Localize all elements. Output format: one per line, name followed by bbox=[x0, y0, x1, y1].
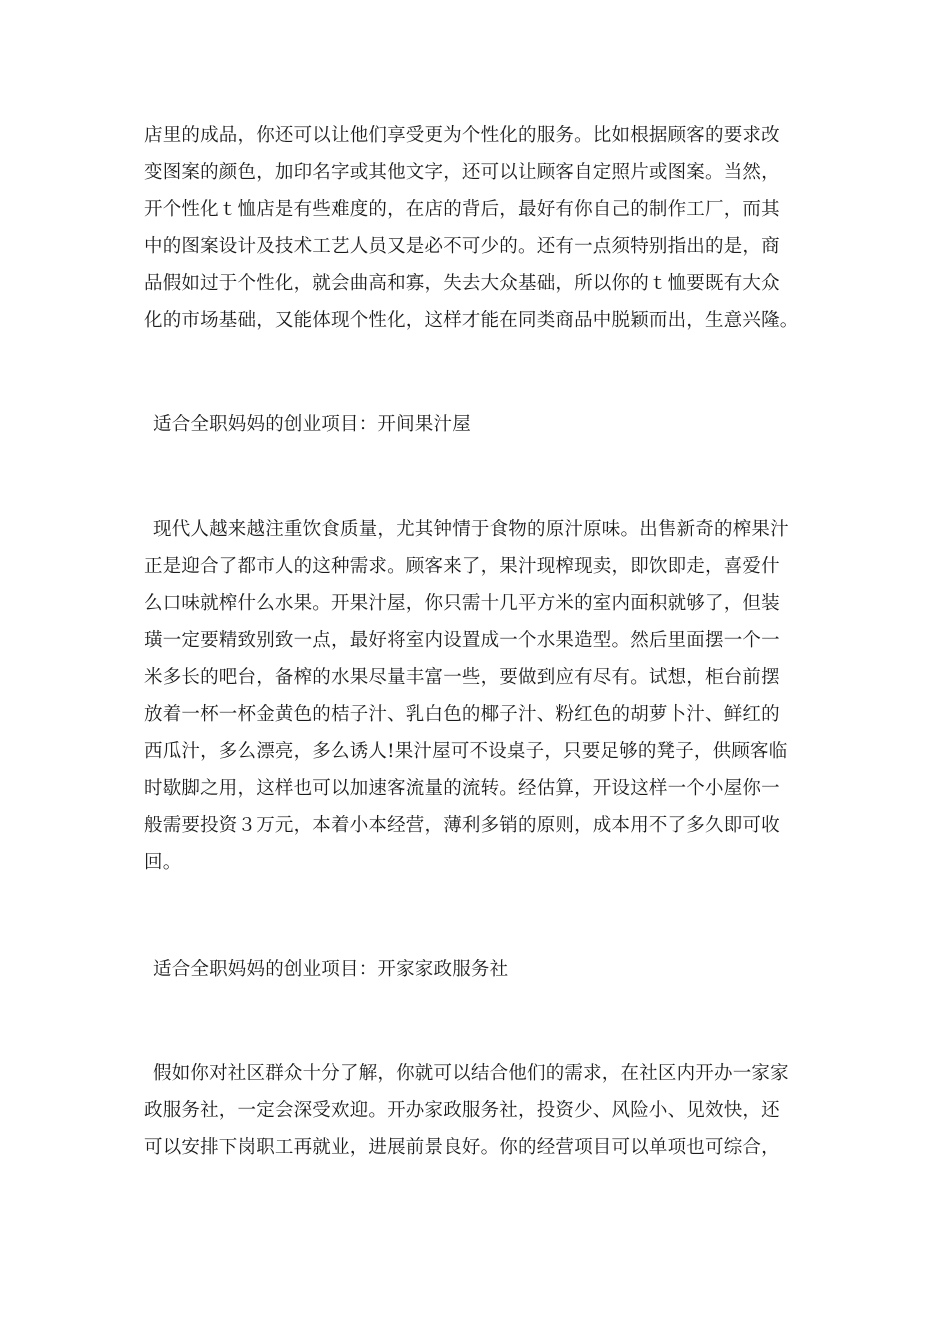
paragraph-line: 假如你对社区群众十分了解，你就可以结合他们的需求，在社区内开办一家家 bbox=[153, 1063, 789, 1084]
paragraph-line: 现代人越来越注重饮食质量，尤其钟情于食物的原汁原味。出售新奇的榨果汁 bbox=[153, 519, 789, 540]
paragraph-line: 时歇脚之用，这样也可以加速客流量的流转。经估算，开设这样一个小屋你一 bbox=[144, 778, 780, 799]
paragraph-line: 璜一定要精致别致一点，最好将室内设置成一个水果造型。然后里面摆一个一 bbox=[144, 630, 780, 651]
paragraph-line: 店里的成品，你还可以让他们享受更为个性化的服务。比如根据顾客的要求改 bbox=[144, 125, 780, 146]
paragraph-line: 放着一杯一杯金黄色的桔子汁、乳白色的椰子汁、粉红色的胡萝卜汁、鲜红的 bbox=[144, 704, 780, 725]
paragraph-line: 品假如过于个性化，就会曲高和寡，失去大众基础，所以你的ｔ恤要既有大众 bbox=[144, 273, 780, 294]
paragraph-line: 变图案的颜色，加印名字或其他文字，还可以让顾客自定照片或图案。当然， bbox=[144, 162, 780, 183]
paragraph-line: 西瓜汁，多么漂亮，多么诱人!果汁屋可不设桌子，只要足够的凳子，供顾客临 bbox=[144, 741, 788, 762]
paragraph-line: 政服务社，一定会深受欢迎。开办家政服务社，投资少、风险小、见效快，还 bbox=[144, 1100, 780, 1121]
paragraph-line: 米多长的吧台，备榨的水果尽量丰富一些，要做到应有尽有。试想，柜台前摆 bbox=[144, 667, 780, 688]
section-heading: 适合全职妈妈的创业项目：开家家政服务社 bbox=[153, 959, 509, 980]
paragraph-line: 正是迎合了都市人的这种需求。顾客来了，果汁现榨现卖，即饮即走，喜爱什 bbox=[144, 556, 780, 577]
paragraph-line: 开个性化ｔ恤店是有些难度的，在店的背后，最好有你自己的制作工厂，而其 bbox=[144, 199, 780, 220]
section-heading: 适合全职妈妈的创业项目：开间果汁屋 bbox=[153, 414, 471, 435]
paragraph-line: 可以安排下岗职工再就业，进展前景良好。你的经营项目可以单项也可综合， bbox=[144, 1137, 780, 1158]
paragraph-line: 么口味就榨什么水果。开果汁屋，你只需十几平方米的室内面积就够了，但装 bbox=[144, 593, 780, 614]
paragraph-line: 般需要投资３万元，本着小本经营，薄利多销的原则，成本用不了多久即可收 bbox=[144, 815, 780, 836]
paragraph-line: 中的图案设计及技术工艺人员又是必不可少的。还有一点须特别指出的是，商 bbox=[144, 236, 780, 257]
paragraph-line: 化的市场基础，又能体现个性化，这样才能在同类商品中脱颖而出，生意兴隆。 bbox=[144, 310, 799, 331]
paragraph-line: 回。 bbox=[144, 852, 182, 873]
